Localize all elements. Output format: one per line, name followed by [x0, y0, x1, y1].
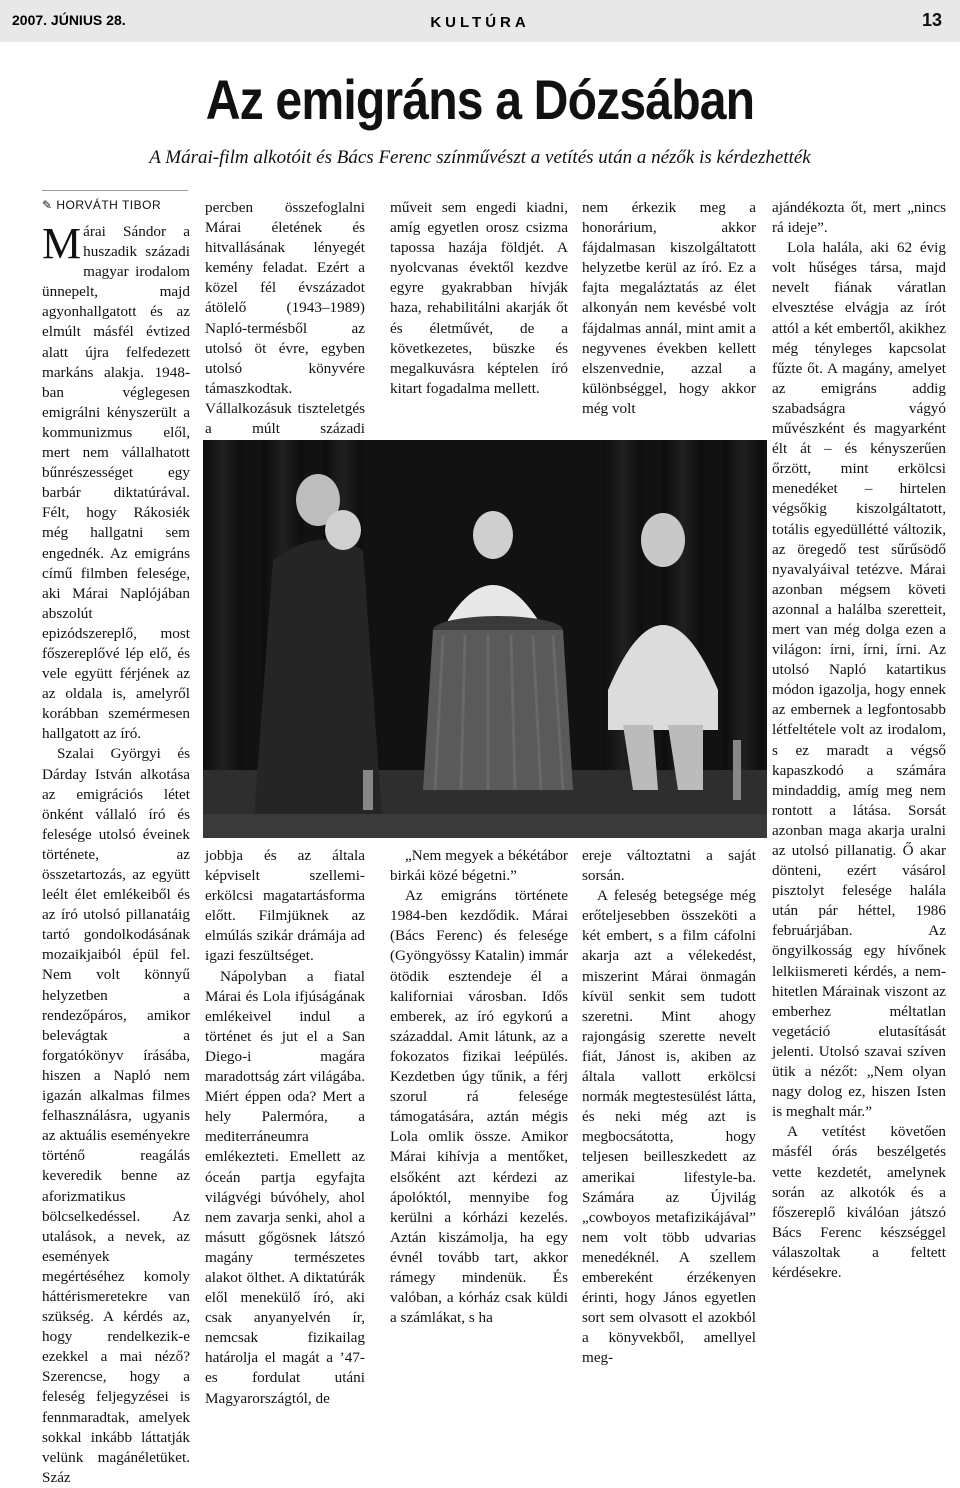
- paragraph: nem érkezik meg a honorárium, akkor fájdalmasan kiszolgáltatott helyzetbe kerül az író. Ez a fajta megaláztatás az élet alkonyán nem kevésbé volt fájdalmas annál, mint amit a negyvenes években kellett elszenvednie, azzal a különbséggel, hogy akkor még volt: [582, 199, 756, 417]
- column-3-bottom: [390, 846, 568, 1328]
- section-label: KULTÚRA: [430, 14, 530, 31]
- paragraph: ereje változtatni a saját sorsán.: [582, 847, 756, 885]
- stage-photo-image: [203, 440, 767, 838]
- issue-date: 2007. JÚNIUS 28.: [12, 12, 126, 28]
- paragraph: műveit sem engedi kiadni, amíg egyetlen orosz csizma tapossa hazája földjét. A nyolcvanas évektől kezdve egyre gyakrabban hívják haza, rehabilitálni akarják őt és életművét, de a következetes, büszke és megalkuvásra képtelen író kitart fogadalma mellett.: [390, 199, 568, 397]
- column-4-bottom: [582, 846, 756, 1368]
- byline: [42, 198, 161, 212]
- paragraph: Lola halála, aki 62 évig volt hűséges társa, majd nevelt fiának váratlan elvesztése elvágja az írót attól a két embertől, akikhez még tényleges kapcsolat fűzte őt. A magány, amelyet az emigráns addig szabadságra vágyó művészként és magyarként élt át – és kényszerűen őrzött, mint erkölcsi menedéket – hirtelen végsőkig kiszolgáltatott, totális egyedüllétté változik, az öregedő test sűrűsödő nyavalyáival tetézve. Márai azonban mégsem követi azonnal a halálba szeretteit, mert van még dolga ezen a világon: írni, írni, írni. Az utolsó Napló katartikus módon igazolja, hogy ennek az embernek a legfontosabb létfeltétele volt az irodalom, s ez maradt a végső kapaszkodó a számára mindaddig, amíg meg nem rontott a látása. Sorsát azonban maga akarja uralni az utolsó pillanatig. Ő akar dönteni, ezért vásárol pisztolyt felesége halála után pár héttel, 1986 februárjában. Az öngyilkosság egy hívőnek lelkiismereti kérdés, a nem-hitetlen Márainak viszont az emberhez méltatlan vegetáció elutasítását jelenti. Utolsó szavai szíven ütik a nézőt: „Nem olyan nagy dolog ez, hiszen Isten is meghalt már.”: [772, 239, 946, 1121]
- column-4-top: [582, 198, 756, 419]
- column-5: [772, 198, 946, 1283]
- drop-cap: M: [42, 219, 82, 268]
- paragraph: A vetítést követően másfél órás beszélgetés vette kezdetét, amelynek során az alkotók és a főszereplő kiválóan játszó Bács Ferenc készséggel válaszoltak a feltett kérdésekre.: [772, 1123, 946, 1281]
- paragraph: A feleség betegsége még erőteljesebben összeköti a két embert, s a film cáfolni akarja azt a vélekedést, miszerint Márai önmagán kívül senkit sem tudott szeretni. Mint ahogy rajongásig szerette nevelt fiát, Jánost is, akiben az általa vallott erkölcsi normák megtestesülést látta, és neki még azt is megbocsátotta, hogy teljesen beilleszkedett az amerikai lifestyle-ba. Számára az Újvilág „cowboyos metafizikájával” nem volt több udvarias menedéknél. A szellem embereként érzékenyen érinti, hogy János egyetlen sort sem olvasott el azokból a könyvekből, amellyel meg-: [582, 887, 756, 1367]
- pen-icon: ✎: [42, 198, 57, 212]
- page-number: 13: [921, 10, 942, 30]
- stage-photo: [203, 440, 767, 838]
- author-name: HORVÁTH TIBOR: [56, 198, 162, 212]
- paragraph: Az emigráns története 1984-ben kezdődik. Márai (Bács Ferenc) és felesége (Gyöngyössy Katalin) immár ötödik esztendeje él a kaliforniai városban. Idős emberek, az író egykorú a századdal. Amit látunk, az a fokozatos fizikai leépülés. Kezdetben úgy tűnik, a férj szorul rá felesége támogatására, aztán mégis Lola omlik össze. Amikor Márai kihívja a mentőket, elsőként azt kérdezi az ápolóktól, mennyibe fog kerülni a kórházi kezelés. Aztán kiszámolja, ha egy évnél tovább tart, akkor rámegy mindenük. És valóban, a kórház csak küldi a számlákat, s ha: [390, 887, 569, 1327]
- subheadline: A Márai-film alkotóit és Bács Ferenc színművészt a vetítés után a nézők is kérdezhették: [149, 147, 811, 168]
- paragraph: Nápolyban a fiatal Márai és Lola ifjúságának emlékeivel indul a történet és jut el a San Diego-i magára maradottság zárt világába. Miért éppen oda? Mert a hely Palermóra, a mediterráneumra emlékezteti. Emellett az óceán partja egyfajta világvégi búvóhely, ahol nem zavarja senki, ahol a másutt gőgösnek látszó magány természetes alakot ölthet. A diktatúrák elől menekülő író, aki csak anyanyelvén ír, nemcsak fizikailag határolja el magát a ’47-es fordulat utáni Magyarországtól, de: [205, 967, 365, 1407]
- paragraph: „Nem megyek a békétábor birkái közé bégetni.”: [390, 847, 568, 885]
- byline-rule: [42, 190, 188, 191]
- paragraph: Szalai Györgyi és Dárday István alkotása az emigrációs létet önként vállaló író és felesége utolsó éveinek története, az összetartozás, az együtt leélt élet emlékeiből és az író utolsó pillanatáig tartó gondolkodásának mozaikjaiból épül fel. Nem volt könnyű helyzetben a rendezőpáros, amikor belevágtak a forgatókönyv írásába, hiszen a Napló nem igazán alkalmas filmes felhasználásra, ugyanis az aktuális eseményekre történő reagálás keveredik benne az aforizmatikus bölcselkedéssel. Az utalások, a nevek, az események megértéséhez komoly háttérismeretekre van szükség. A kérdés az, hogy rendelkezik-e ezekkel a mai néző? Szerencse, hogy a feleség feljegyzései is fennmaradtak, amelyek sokkal inkább láttatják velünk magánéletüket. Száz: [42, 745, 190, 1486]
- paragraph: Márai Sándor a huszadik századi magyar irodalom ünnepelt, majd agyonhallgatott és az elmúlt másfél évtized alatt újra felfedezett markáns alakja. 1948-ban véglegesen emigrálni kényszerült a kommunizmus elől, mert nem vállalhatott bűnrészességet egy barbár diktatúrával. Félt, hogy Rákosiék még hallgatni sem engednék. Az emigráns című filmben felesége, aki Márai Naplójában abszolút epizódszereplő, most főszereplővé lép elő, és vele együtt férjének az az oldala is, amelyről korábban szemérmesen hallgatott az író.: [42, 219, 190, 743]
- photo-fold-shadow: [203, 814, 767, 838]
- column-2-top: [205, 198, 365, 459]
- header-bar: [0, 0, 960, 42]
- headline: Az emigráns a Dózsában: [205, 68, 755, 131]
- paragraph: ajándékozta őt, mert „nincs rá ideje”.: [772, 199, 946, 237]
- column-3-top: [390, 198, 568, 399]
- paragraph: percben összefoglalni Márai életének és hitvallásának lényegét kemény feladat. Ezért a közel fél évszázadot átölelő (1943–1989) Napló-termésből az utolsó öt évre, egyben utolsó könyvére támaszkodtak. Vállalkozásuk tiszteletgés a múlt századi: [205, 199, 365, 438]
- column-2-bottom: [205, 846, 365, 1409]
- paragraph: jobbja és az általa képviselt szellemi-erkölcsi magatartásforma előtt. Filmjüknek az elmúlás szikár drámája ad igazi feszültséget.: [205, 847, 365, 965]
- column-1: [42, 219, 190, 1488]
